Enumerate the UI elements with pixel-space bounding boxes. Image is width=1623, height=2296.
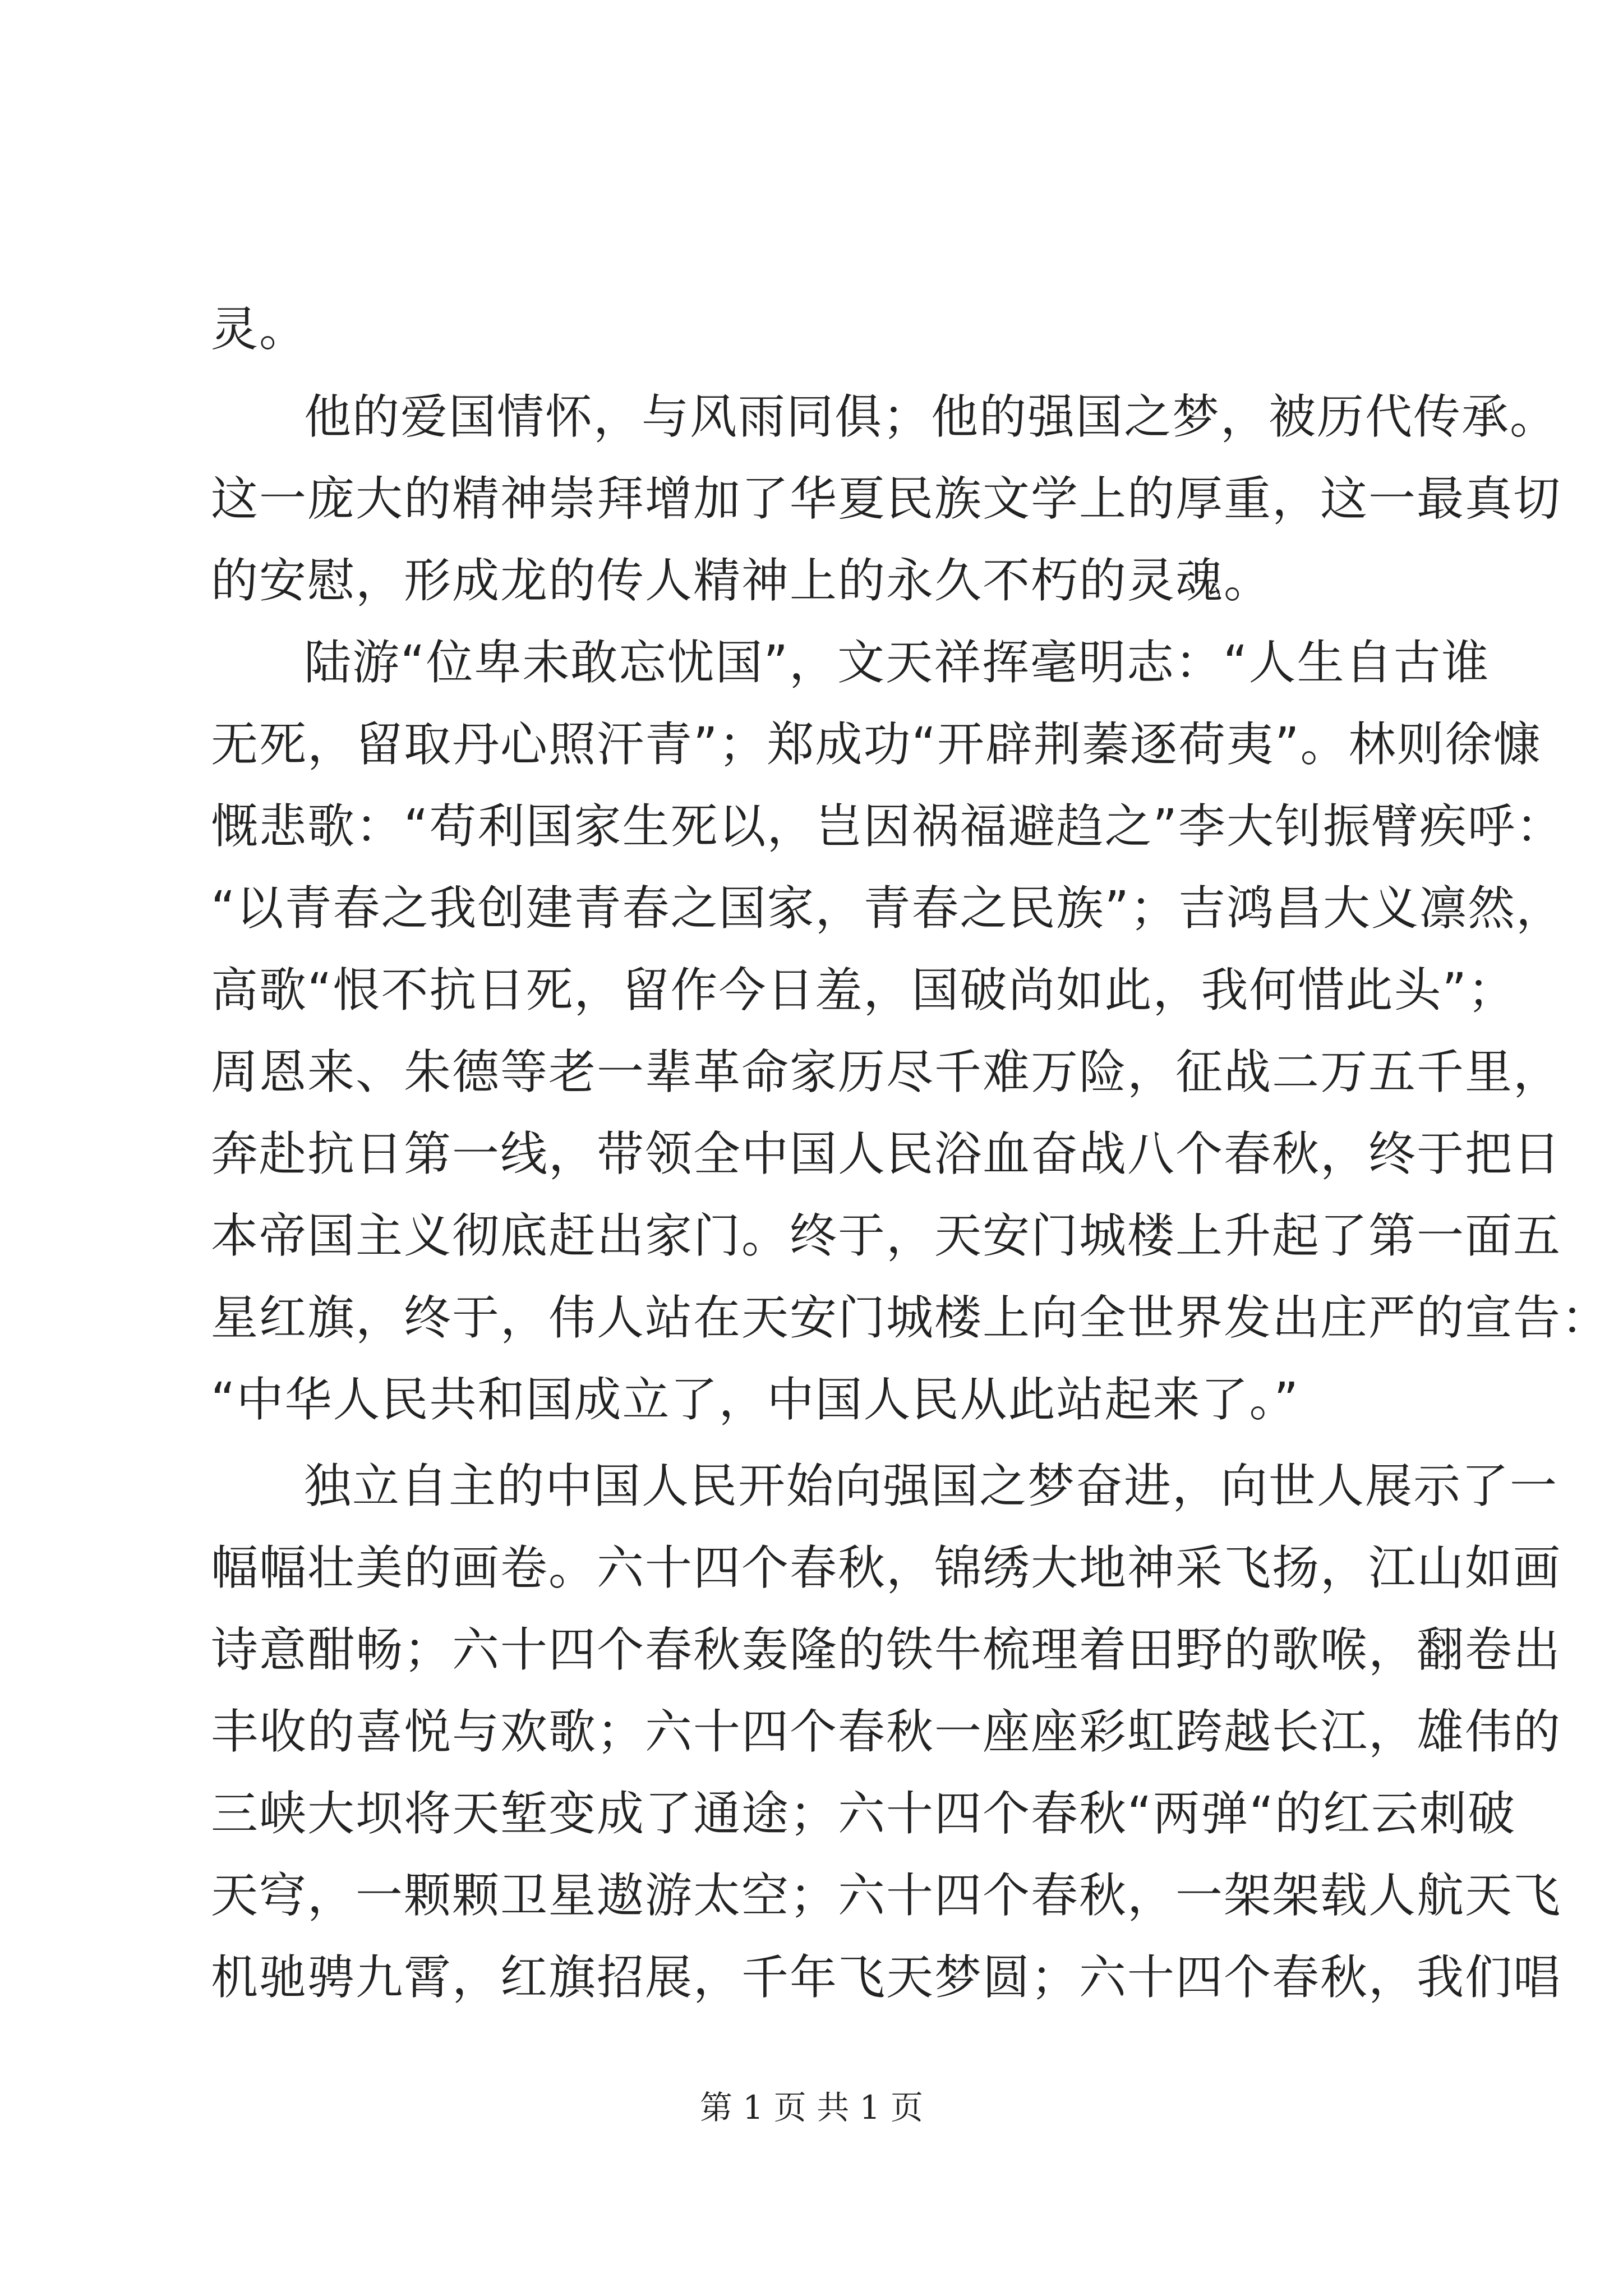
text-line-6: 无死，留取丹心照汗青”；郑成功“开辟荆蓁逐荷夷”。林则徐慷: [211, 717, 1542, 772]
text-line-3: 这一庞大的精神崇拜增加了华夏民族文学上的厚重，这一最真切: [211, 471, 1562, 526]
page-footer: 第 1 页 共 1 页: [700, 2088, 923, 2127]
text-line-19: 三峡大坝将天堑变成了通途；六十四个春秋“两弹“的红云刺破: [211, 1786, 1516, 1841]
text-line-15: 独立自主的中国人民开始向强国之梦奋进，向世人展示了一: [304, 1458, 1559, 1513]
text-line-9: 高歌“恨不抗日死，留作今日羞，国破尚如此，我何惜此头”；: [211, 963, 1516, 1018]
text-line-18: 丰收的喜悦与欢歌；六十四个春秋一座座彩虹跨越长江，雄伟的: [211, 1704, 1562, 1759]
text-line-21: 机驰骋九霄，红旗招展，千年飞天梦圆；六十四个春秋，我们唱: [211, 1950, 1562, 2005]
text-line-10: 周恩来、朱德等老一辈革命家历尽千难万险，征战二万五千里，: [211, 1045, 1562, 1099]
text-line-5: 陆游“位卑未敢忘忧国”，文天祥挥毫明志：“人生自古谁: [304, 635, 1490, 690]
text-line-20: 天穹，一颗颗卫星遨游太空；六十四个春秋，一架架载人航天飞: [211, 1868, 1562, 1923]
text-line-11: 奔赴抗日第一线，带领全中国人民浴血奋战八个春秋，终于把日: [211, 1126, 1562, 1181]
text-line-12: 本帝国主义彻底赶出家门。终于，天安门城楼上升起了第一面五: [211, 1208, 1562, 1263]
text-line-4: 的安慰，形成龙的传人精神上的永久不朽的灵魂。: [211, 553, 1272, 608]
text-line-17: 诗意酣畅；六十四个春秋轰隆的铁牛梳理着田野的歌喉，翻卷出: [211, 1622, 1562, 1677]
text-line-1: 灵。: [211, 302, 308, 357]
text-line-13: 星红旗，终于，伟人站在天安门城楼上向全世界发出庄严的宣告：: [211, 1290, 1610, 1345]
text-line-7: 慨悲歌：“苟利国家生死以，岂因祸福避趋之”李大钊振臂疾呼：: [211, 799, 1565, 854]
text-line-16: 幅幅壮美的画卷。六十四个春秋，锦绣大地神采飞扬，江山如画: [211, 1540, 1562, 1595]
text-line-2: 他的爱国情怀，与风雨同俱；他的强国之梦，被历代传承。: [304, 389, 1559, 444]
text-line-14: “中华人民共和国成立了，中国人民从此站起来了。”: [211, 1372, 1300, 1427]
text-line-8: “以青春之我创建青春之国家，青春之民族”；吉鸿昌大义凛然，: [211, 881, 1565, 936]
